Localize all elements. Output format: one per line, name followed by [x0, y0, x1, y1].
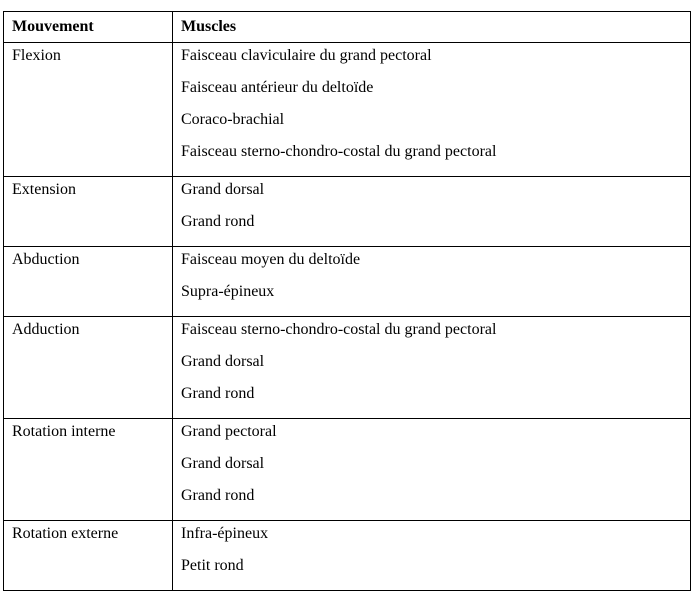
- muscle-item: Faisceau moyen du deltoïde: [181, 251, 361, 268]
- muscle-item: Infra-épineux: [181, 525, 269, 542]
- table-body: [4, 43, 691, 591]
- movement-cell: [4, 317, 173, 419]
- header-muscles: Muscles: [173, 12, 691, 43]
- header-row: [4, 12, 691, 43]
- muscles-cell: [173, 521, 691, 591]
- table-row: [4, 43, 691, 177]
- muscle-item: Grand rond: [181, 487, 255, 504]
- muscle-item: Faisceau sterno-chondro-costal du grand pectoral: [181, 321, 497, 338]
- movement-label: Abduction: [12, 251, 80, 268]
- movement-cell: [4, 247, 173, 317]
- muscle-item: Supra-épineux: [181, 283, 275, 300]
- movement-label: Rotation externe: [12, 525, 119, 542]
- movement-cell: [4, 43, 173, 177]
- muscle-item: Coraco-brachial: [181, 111, 285, 128]
- table-row: [4, 521, 691, 591]
- movement-cell: [4, 521, 173, 591]
- table-row: [4, 247, 691, 317]
- muscles-cell: [173, 247, 691, 317]
- muscle-item: Faisceau claviculaire du grand pectoral: [181, 47, 432, 64]
- muscle-item: Faisceau sterno-chondro-costal du grand pectoral: [181, 143, 497, 160]
- movement-label: Adduction: [12, 321, 80, 338]
- muscle-item: Grand pectoral: [181, 423, 277, 440]
- muscles-cell: [173, 43, 691, 177]
- muscle-item: Grand dorsal: [181, 181, 265, 198]
- muscles-cell: [173, 419, 691, 521]
- table-row: [4, 177, 691, 247]
- table-row: [4, 419, 691, 521]
- muscle-item: Grand dorsal: [181, 455, 265, 472]
- muscle-item: Grand dorsal: [181, 353, 265, 370]
- header-movement: Mouvement: [4, 12, 173, 43]
- muscles-cell: [173, 177, 691, 247]
- muscle-item: Grand rond: [181, 213, 255, 230]
- movement-label: Rotation interne: [12, 423, 116, 440]
- movement-muscles-table: [3, 11, 691, 591]
- movement-label: Flexion: [12, 47, 61, 64]
- table-header: [4, 12, 691, 43]
- movement-cell: [4, 419, 173, 521]
- table-row: [4, 317, 691, 419]
- muscle-item: Grand rond: [181, 385, 255, 402]
- muscles-cell: [173, 317, 691, 419]
- muscle-item: Faisceau antérieur du deltoïde: [181, 79, 374, 96]
- muscle-item: Petit rond: [181, 557, 244, 574]
- movement-cell: [4, 177, 173, 247]
- movement-label: Extension: [12, 181, 76, 198]
